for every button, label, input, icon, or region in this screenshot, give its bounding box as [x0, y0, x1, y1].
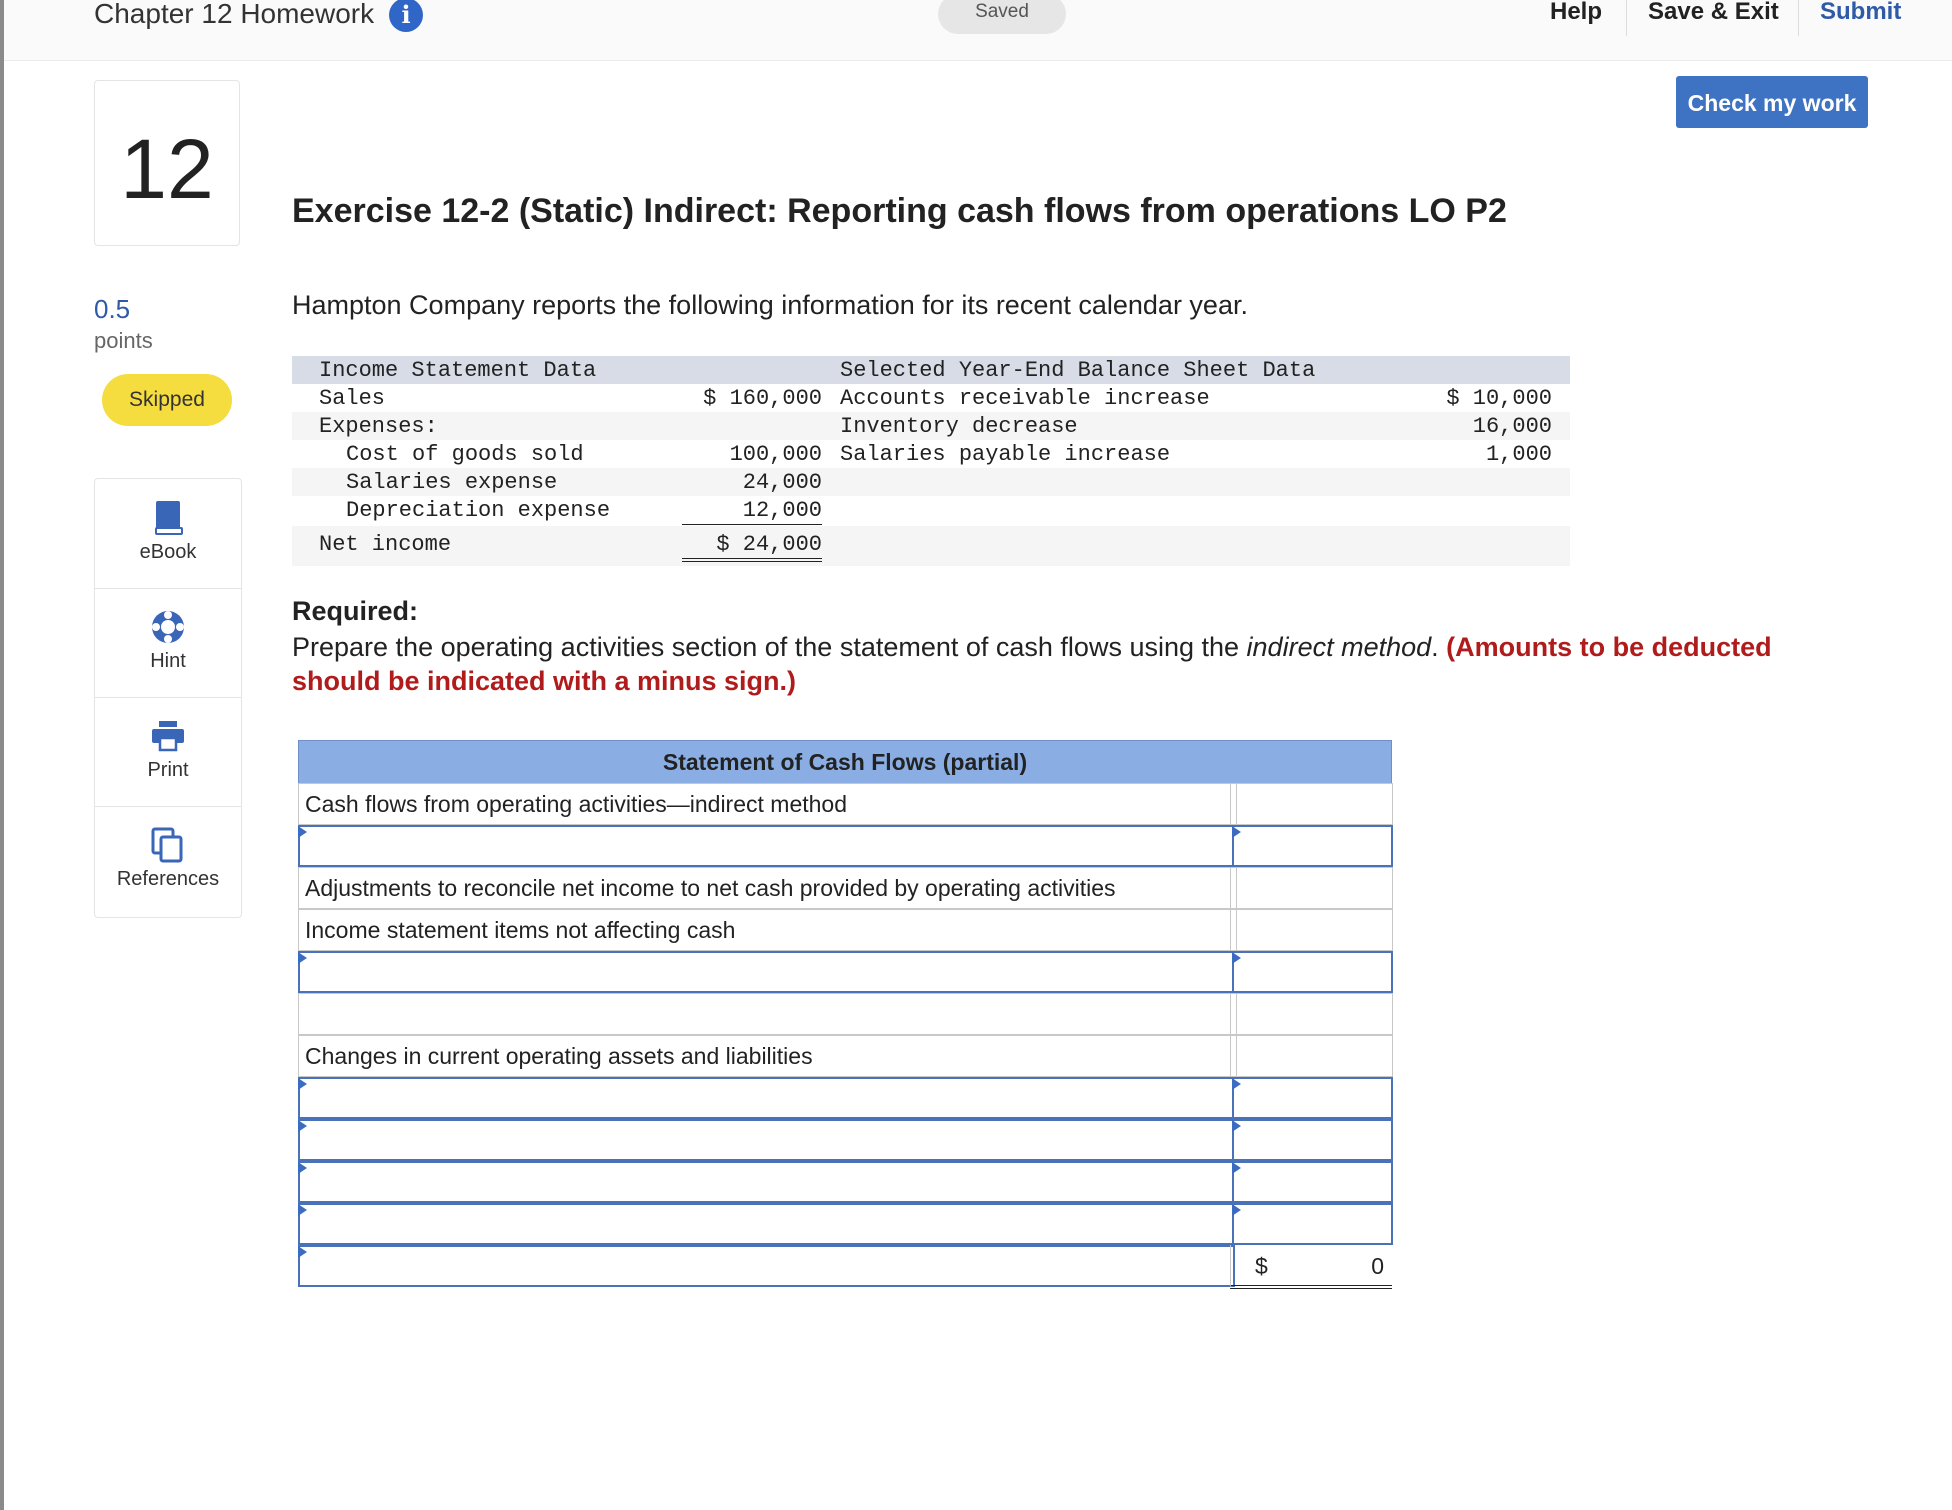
cogs-value: 100,000 — [729, 442, 822, 467]
dropdown-flag-icon — [1232, 952, 1241, 964]
expenses-label: Expenses: — [319, 414, 438, 439]
given-data-table — [292, 356, 1570, 566]
operating-activities-label: Cash flows from operating activities—indirect method — [298, 783, 1237, 825]
table-row — [298, 951, 1392, 993]
line-item-input[interactable] — [298, 1077, 1235, 1119]
dropdown-flag-icon — [298, 826, 307, 838]
changes-label: Changes in current operating assets and liabilities — [298, 1035, 1237, 1077]
ar-value: $ 10,000 — [1446, 386, 1552, 411]
salaries-expense-label: Salaries expense — [346, 470, 558, 495]
line-item-input[interactable] — [298, 1119, 1235, 1161]
dropdown-flag-icon — [298, 952, 307, 964]
status-badge: Skipped — [102, 374, 232, 426]
salaries-expense-value: 24,000 — [742, 470, 822, 495]
required-text: Prepare the operating activities section of the statement of cash flows using the — [292, 632, 1247, 662]
adjustments-label: Adjustments to reconcile net income to net cash provided by operating activities — [298, 867, 1237, 909]
sales-value: $ 160,000 — [703, 386, 822, 411]
amount-input[interactable] — [1232, 951, 1393, 993]
amount-input[interactable] — [1232, 825, 1393, 867]
references-button[interactable] — [95, 806, 241, 915]
line-item-input[interactable] — [298, 1203, 1235, 1245]
table-row — [298, 783, 1392, 825]
table-row — [298, 1077, 1392, 1119]
empty-amount-cell — [1230, 993, 1393, 1035]
balance-sheet-heading: Selected Year-End Balance Sheet Data — [840, 358, 1316, 383]
question-number: 12 — [120, 122, 214, 216]
table-row — [298, 867, 1392, 909]
total-amount-cell — [1230, 1245, 1392, 1289]
dropdown-flag-icon — [1232, 1120, 1241, 1132]
documents-icon — [149, 826, 187, 864]
assignment-title: Chapter 12 Homework — [94, 0, 375, 29]
table-row — [298, 1203, 1392, 1245]
not-affecting-cash-label: Income statement items not affecting cash — [298, 909, 1237, 951]
hint-button[interactable] — [95, 588, 241, 698]
print-button[interactable] — [95, 697, 241, 807]
dropdown-flag-icon — [298, 1120, 307, 1132]
table-row — [298, 1035, 1392, 1077]
exercise-intro: Hampton Company reports the following information for its recent calendar year. — [292, 290, 1248, 320]
amount-input[interactable] — [1232, 1119, 1393, 1161]
empty-amount-cell — [1230, 867, 1393, 909]
amount-input[interactable] — [1232, 1161, 1393, 1203]
sales-label: Sales — [319, 386, 386, 411]
required-instructions — [292, 630, 1852, 698]
inventory-value: 16,000 — [1472, 414, 1552, 439]
net-income-value: $ 24,000 — [682, 532, 822, 562]
nav-divider — [1798, 0, 1799, 36]
empty-amount-cell — [1230, 1035, 1393, 1077]
dropdown-flag-icon — [1232, 1162, 1241, 1174]
info-icon[interactable]: i — [389, 0, 423, 32]
required-note: (Amounts to be deducted should be indicated with a minus sign.) — [292, 632, 1772, 696]
total-line-input[interactable] — [298, 1245, 1235, 1287]
dropdown-flag-icon — [298, 1204, 307, 1216]
dropdown-flag-icon — [298, 1162, 307, 1174]
line-item-input[interactable] — [298, 951, 1235, 993]
table-row — [298, 909, 1392, 951]
total-value: 0 — [1371, 1253, 1384, 1279]
printer-icon — [149, 717, 187, 755]
top-bar — [4, 0, 1952, 61]
help-link[interactable]: Help — [1550, 0, 1603, 25]
table-row — [298, 1119, 1392, 1161]
salaries-payable-label: Salaries payable increase — [840, 442, 1171, 467]
dropdown-flag-icon — [298, 1246, 307, 1258]
lifebuoy-icon — [149, 608, 187, 646]
nav-divider — [1626, 0, 1627, 36]
line-item-input[interactable] — [298, 825, 1235, 867]
exercise-title: Exercise 12-2 (Static) Indirect: Reporting cash flows from operations LO P2 — [292, 192, 1507, 230]
statement-title: Statement of Cash Flows (partial) — [298, 740, 1392, 784]
save-exit-link[interactable]: Save & Exit — [1648, 0, 1779, 25]
window-left-edge — [0, 0, 4, 1510]
inventory-label: Inventory decrease — [840, 414, 1078, 439]
depreciation-value: 12,000 — [682, 498, 822, 525]
dropdown-flag-icon — [298, 1078, 307, 1090]
ebook-button[interactable] — [95, 479, 241, 589]
amount-input[interactable] — [1232, 1203, 1393, 1245]
line-item-input[interactable] — [298, 1161, 1235, 1203]
tool-panel — [94, 478, 242, 918]
question-number-box — [94, 80, 240, 246]
table-row — [298, 1161, 1392, 1203]
ebook-label: eBook — [139, 541, 197, 563]
cogs-label: Cost of goods sold — [346, 442, 584, 467]
empty-amount-cell — [1230, 909, 1393, 951]
income-statement-heading: Income Statement Data — [319, 358, 597, 383]
required-text-after: . — [1431, 632, 1447, 662]
submit-link[interactable]: Submit — [1820, 0, 1902, 25]
hint-label: Hint — [150, 650, 186, 672]
amount-input[interactable] — [1232, 1077, 1393, 1119]
book-icon — [149, 499, 187, 537]
saved-status-badge: Saved — [938, 0, 1066, 34]
points-value: 0.5 — [94, 294, 131, 324]
dropdown-flag-icon — [1232, 1078, 1241, 1090]
ar-label: Accounts receivable increase — [840, 386, 1210, 411]
required-text-italic: indirect method — [1246, 632, 1432, 662]
dropdown-flag-icon — [1232, 1204, 1241, 1216]
empty-amount-cell — [1230, 783, 1393, 825]
total-currency-symbol: $ — [1255, 1253, 1268, 1279]
table-row — [298, 993, 1392, 1035]
depreciation-label: Depreciation expense — [346, 498, 611, 523]
salaries-payable-value: 1,000 — [1485, 442, 1552, 467]
table-row — [298, 825, 1392, 867]
empty-label-cell — [298, 993, 1237, 1035]
dropdown-flag-icon — [1232, 826, 1241, 838]
net-income-label: Net income — [319, 532, 452, 557]
points-label: points — [94, 328, 153, 353]
print-label: Print — [147, 759, 189, 781]
check-my-work-button[interactable]: Check my work — [1676, 76, 1868, 128]
references-label: References — [116, 868, 220, 890]
table-row — [298, 1245, 1392, 1289]
required-heading: Required: — [292, 596, 419, 626]
